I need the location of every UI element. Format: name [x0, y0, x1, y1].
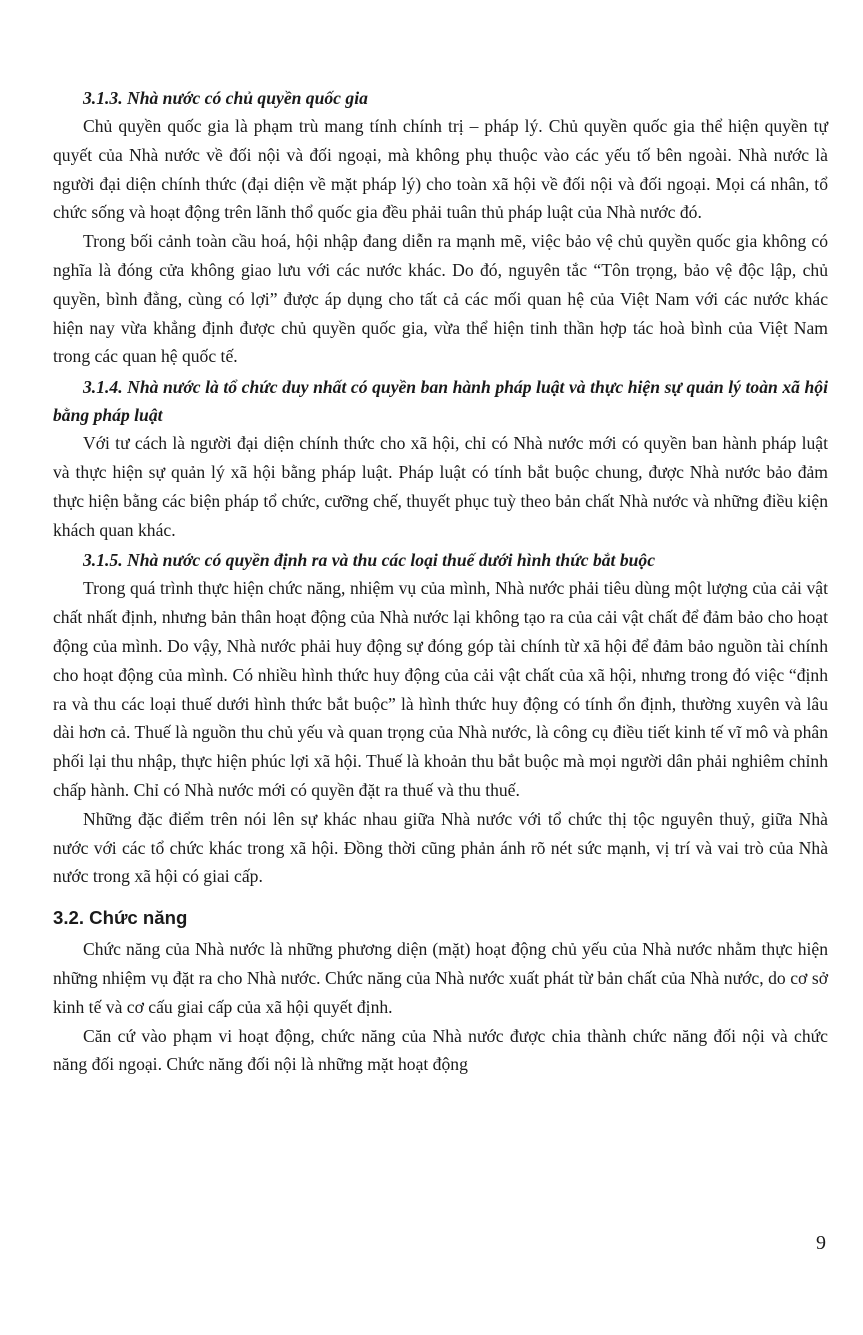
page-content — [53, 84, 828, 1079]
paragraph: Chủ quyền quốc gia là phạm trù mang tính chính trị – pháp lý. Chủ quyền quốc gia thể hiện quyền tự quyết của Nhà nước về đối nội và đối ngoại, mà không phụ thuộc vào các yếu tố bên ngoài. Nhà nước là người đại diện chính thức (đại diện về mặt pháp lý) cho toàn xã hội về đối nội và đối ngoại. Mọi cá nhân, tổ chức sống và hoạt động trên lãnh thổ quốc gia đều phải tuân thủ pháp luật của Nhà nước đó. — [53, 116, 828, 223]
section-heading-3-1-3: 3.1.3. Nhà nước có chủ quyền quốc gia — [83, 88, 368, 108]
paragraph: Với tư cách là người đại diện chính thức cho xã hội, chỉ có Nhà nước mới có quyền ban hành pháp luật và thực hiện sự quản lý xã hội bằng pháp luật. Pháp luật có tính bắt buộc chung, được Nhà nước bảo đảm thực hiện bằng các biện pháp tổ chức, cưỡng chế, thuyết phục tuỳ theo bản chất Nhà nước và những điều kiện khách quan khác. — [53, 433, 828, 540]
section-heading-3-2: 3.2. Chức năng — [53, 907, 188, 929]
section-heading-3-1-5: 3.1.5. Nhà nước có quyền định ra và thu các loại thuế dưới hình thức bắt buộc — [83, 550, 656, 571]
section-heading-3-1-4: 3.1.4. Nhà nước là tổ chức duy nhất có quyền ban hành pháp luật và thực hiện sự quản lý toàn xã hội bằng pháp luật — [53, 377, 828, 426]
paragraph: Chức năng của Nhà nước là những phương diện (mặt) hoạt động chủ yếu của Nhà nước nhằm thực hiện những nhiệm vụ đặt ra cho Nhà nước. Chức năng của Nhà nước xuất phát từ bản chất của Nhà nước, do cơ sở kinh tế và cơ cấu giai cấp của xã hội quyết định. — [53, 939, 828, 1017]
paragraph: Những đặc điểm trên nói lên sự khác nhau giữa Nhà nước với tổ chức thị tộc nguyên thuỷ, giữa Nhà nước với các tổ chức khác trong xã hội. Đồng thời cũng phản ánh rõ nét sức mạnh, vị trí và vai trò của Nhà nước trong xã hội có giai cấp. — [53, 808, 828, 887]
paragraph: Trong quá trình thực hiện chức năng, nhiệm vụ của mình, Nhà nước phải tiêu dùng một lượng của cải vật chất nhất định, nhưng bản thân hoạt động của Nhà nước lại không tạo ra của cải vật chất để đảm bảo cho hoạt động của mình. Do vậy, Nhà nước phải huy động sự đóng góp tài chính từ xã hội để đảm bảo nguồn tài chính cho hoạt động của mình. Có nhiều hình thức huy động của cải vật chất của xã hội, nhưng trong đó việc “định ra và thu các loại thuế dưới hình thức bắt buộc” là hình thức huy động có tính ổn định, thường xuyên và lâu dài hơn cả. Thuế là nguồn thu chủ yếu và quan trọng của Nhà nước, là công cụ điều tiết kinh tế vĩ mô và phân phối lại thu nhập, thực hiện phúc lợi xã hội. Thuế là khoản thu bắt buộc mà mọi người dân phải nghiêm chỉnh chấp hành. Chỉ có Nhà nước mới có quyền đặt ra thuế và thu thuế. — [53, 578, 828, 800]
page-number: 9 — [816, 1232, 826, 1254]
paragraph: Trong bối cảnh toàn cầu hoá, hội nhập đang diễn ra mạnh mẽ, việc bảo vệ chủ quyền quốc gia không có nghĩa là đóng cửa không giao lưu với các nước khác. Do đó, nguyên tắc “Tôn trọng, bảo vệ độc lập, chủ quyền, bình đẳng, cùng có lợi” được áp dụng cho tất cả các mối quan hệ của Việt Nam với các nước khác hiện nay vừa khẳng định được chủ quyền quốc gia, vừa thể hiện tinh thần hợp tác hoà bình của Việt Nam trong các quan hệ quốc tế. — [53, 231, 828, 367]
paragraph: Căn cứ vào phạm vi hoạt động, chức năng của Nhà nước được chia thành chức năng đối nội và chức năng đối ngoại. Chức năng đối nội là những mặt hoạt động — [53, 1025, 828, 1075]
